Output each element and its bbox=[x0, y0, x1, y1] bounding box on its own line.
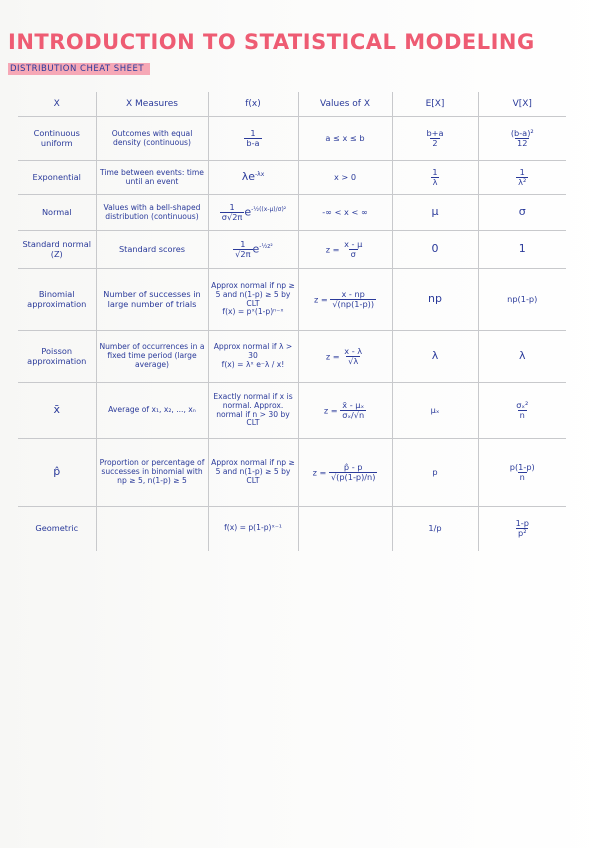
ex-denominator: λ bbox=[432, 177, 438, 187]
table-row bbox=[18, 231, 566, 269]
vx-fraction bbox=[514, 401, 530, 421]
ex-numerator: b+a bbox=[426, 127, 444, 138]
row-vx bbox=[478, 439, 566, 507]
row-name: Exponential bbox=[18, 161, 96, 195]
row-measures: Standard scores bbox=[96, 231, 208, 269]
row-fx bbox=[208, 231, 298, 269]
header-measures: X Measures bbox=[96, 92, 208, 117]
vx-denominator: n bbox=[519, 410, 525, 420]
row-measures: Time between events: time until an event bbox=[96, 161, 208, 195]
vx-fraction bbox=[509, 129, 536, 149]
row-ex: μ bbox=[392, 195, 478, 231]
fx-numerator: 1 bbox=[229, 201, 235, 212]
row-ex: np bbox=[392, 269, 478, 331]
page-subtitle: DISTRIBUTION CHEAT SHEET bbox=[8, 63, 150, 75]
row-fx: Exactly normal if x is normal. Approx. normal if n > 30 by CLT bbox=[208, 383, 298, 439]
row-values bbox=[298, 439, 392, 507]
table-row bbox=[18, 439, 566, 507]
ex-fraction bbox=[430, 168, 439, 188]
header-values: Values of X bbox=[298, 92, 392, 117]
values-numerator: x - np bbox=[341, 288, 365, 299]
vx-numerator: 1-p bbox=[515, 517, 529, 528]
row-vx: np(1-p) bbox=[478, 269, 566, 331]
row-fx bbox=[208, 117, 298, 161]
fx-formula: f(x) = λˣ e⁻λ / x! bbox=[221, 359, 285, 369]
values-fraction bbox=[340, 401, 366, 421]
row-fx bbox=[208, 195, 298, 231]
ex-fraction bbox=[424, 129, 445, 149]
row-ex: 1/p bbox=[392, 507, 478, 551]
row-vx bbox=[478, 117, 566, 161]
vx-denominator: λ² bbox=[518, 177, 527, 187]
table-row bbox=[18, 195, 566, 231]
row-name: p̂ bbox=[18, 439, 96, 507]
row-values bbox=[298, 231, 392, 269]
values-denominator: √(p(1-p)/n) bbox=[330, 472, 376, 482]
vx-fraction bbox=[514, 519, 531, 539]
values-prefix: z = bbox=[312, 467, 327, 477]
table-row bbox=[18, 507, 566, 551]
fx-fraction bbox=[233, 240, 252, 260]
vx-numerator: p(1-p) bbox=[509, 461, 535, 472]
row-ex: 0 bbox=[392, 231, 478, 269]
row-vx: σ bbox=[478, 195, 566, 231]
row-values bbox=[298, 383, 392, 439]
row-vx bbox=[478, 383, 566, 439]
row-name: x̄ bbox=[18, 383, 96, 439]
fx-denominator: √2π bbox=[235, 249, 251, 259]
table-row bbox=[18, 331, 566, 383]
fx-base: e bbox=[244, 205, 252, 218]
values-numerator: x - λ bbox=[344, 345, 363, 356]
row-name: Continuous uniform bbox=[18, 117, 96, 161]
row-ex: μₓ bbox=[392, 383, 478, 439]
values-prefix: z = bbox=[325, 244, 340, 254]
ex-numerator: 1 bbox=[432, 166, 438, 177]
vx-numerator: 1 bbox=[519, 166, 525, 177]
fx-exponent: -½z² bbox=[259, 243, 273, 250]
row-measures: Average of x₁, x₂, ..., xₙ bbox=[96, 383, 208, 439]
values-fraction bbox=[342, 347, 364, 367]
values-prefix: z = bbox=[325, 351, 340, 361]
header-x: X bbox=[18, 92, 96, 117]
row-ex bbox=[392, 161, 478, 195]
fx-exponent: -λx bbox=[255, 171, 265, 179]
table-row bbox=[18, 161, 566, 195]
row-vx: λ bbox=[478, 331, 566, 383]
values-denominator: √(np(1-p)) bbox=[332, 299, 375, 309]
row-values: x > 0 bbox=[298, 161, 392, 195]
vx-fraction bbox=[508, 463, 537, 483]
vx-numerator: σₓ² bbox=[516, 399, 529, 410]
row-ex bbox=[392, 117, 478, 161]
page-title: INTRODUCTION TO STATISTICAL MODELING bbox=[8, 30, 535, 54]
table-row bbox=[18, 269, 566, 331]
row-name: Standard normal (Z) bbox=[18, 231, 96, 269]
fx-fraction bbox=[220, 203, 245, 223]
fx-denominator: σ√2π bbox=[221, 212, 243, 222]
row-name: Normal bbox=[18, 195, 96, 231]
values-numerator: x - μ bbox=[344, 238, 363, 249]
row-ex: p bbox=[392, 439, 478, 507]
values-numerator: p̂ - p bbox=[343, 461, 363, 472]
vx-denominator: 12 bbox=[517, 138, 528, 148]
row-name: Geometric bbox=[18, 507, 96, 551]
row-vx bbox=[478, 161, 566, 195]
values-denominator: σₓ/√n bbox=[342, 410, 365, 420]
vx-denominator: p² bbox=[518, 528, 527, 539]
header-row bbox=[18, 92, 566, 117]
row-values bbox=[298, 269, 392, 331]
row-values bbox=[298, 507, 392, 551]
values-prefix: z = bbox=[323, 405, 338, 415]
values-denominator: √λ bbox=[348, 356, 359, 366]
values-fraction bbox=[329, 463, 378, 483]
table-row bbox=[18, 117, 566, 161]
header-vx: V[X] bbox=[478, 92, 566, 117]
table-row bbox=[18, 383, 566, 439]
fx-exponent: -½((x-μ)/σ)² bbox=[251, 206, 287, 213]
distribution-table bbox=[18, 92, 566, 551]
values-denominator: σ bbox=[350, 249, 356, 259]
fx-expression: λe bbox=[241, 170, 255, 184]
values-numerator: x̄ - μₓ bbox=[342, 399, 365, 410]
row-fx: f(x) = p(1-p)ˣ⁻¹ bbox=[208, 507, 298, 551]
row-vx: 1 bbox=[478, 231, 566, 269]
header-fx: f(x) bbox=[208, 92, 298, 117]
values-prefix: z = bbox=[313, 294, 328, 304]
values-fraction bbox=[330, 290, 376, 310]
row-fx bbox=[208, 269, 298, 331]
header-ex: E[X] bbox=[392, 92, 478, 117]
row-measures: Proportion or percentage of successes in binomial with np ≥ 5, n(1-p) ≥ 5 bbox=[96, 439, 208, 507]
row-name: Binomial approximation bbox=[18, 269, 96, 331]
row-fx bbox=[208, 161, 298, 195]
row-vx bbox=[478, 507, 566, 551]
row-measures bbox=[96, 507, 208, 551]
fx-denominator: b-a bbox=[246, 138, 260, 148]
fx-formula: f(x) = pˣ(1-p)ⁿ⁻ˣ bbox=[222, 307, 284, 317]
row-measures: Values with a bell-shaped distribution (continuous) bbox=[96, 195, 208, 231]
fx-note: Approx normal if λ > 30 bbox=[213, 342, 293, 361]
vx-numerator: (b-a)² bbox=[510, 127, 534, 138]
row-values bbox=[298, 331, 392, 383]
row-fx bbox=[208, 331, 298, 383]
row-name: Poisson approximation bbox=[18, 331, 96, 383]
row-measures: Outcomes with equal density (continuous) bbox=[96, 117, 208, 161]
vx-denominator: n bbox=[519, 472, 525, 482]
row-measures: Number of successes in large number of trials bbox=[96, 269, 208, 331]
row-fx: Approx normal if np ≥ 5 and n(1-p) ≥ 5 by CLT bbox=[208, 439, 298, 507]
row-ex: λ bbox=[392, 331, 478, 383]
fx-note: Approx normal if np ≥ 5 and n(1-p) ≥ 5 by CLT bbox=[211, 281, 295, 308]
values-fraction bbox=[342, 240, 364, 260]
vx-fraction bbox=[516, 168, 528, 188]
row-values: -∞ < x < ∞ bbox=[298, 195, 392, 231]
row-measures: Number of occurrences in a fixed time period (large average) bbox=[96, 331, 208, 383]
row-values: a ≤ x ≤ b bbox=[298, 117, 392, 161]
ex-denominator: 2 bbox=[432, 138, 438, 148]
fx-numerator: 1 bbox=[250, 127, 256, 138]
fx-base: e bbox=[252, 242, 260, 255]
fx-fraction bbox=[244, 129, 261, 149]
fx-numerator: 1 bbox=[240, 238, 246, 249]
